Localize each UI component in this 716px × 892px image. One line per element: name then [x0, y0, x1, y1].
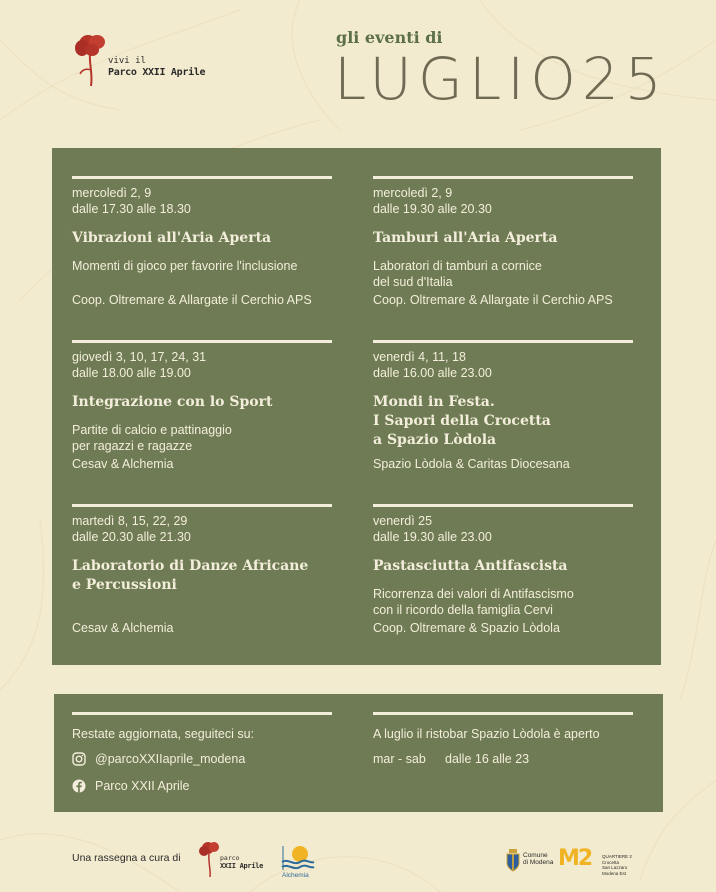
event-title: Vibrazioni all'Aria Aperta [72, 230, 272, 246]
event-title: Laboratorio di Danze Africane e Percussioni [72, 558, 309, 593]
parco-xxii-aprile-logo [72, 32, 232, 88]
quartiere-2-logo [558, 846, 638, 878]
event-description: Ricorrenza dei valori di Antifascismo con il ricordo della famiglia Cervi [373, 587, 574, 617]
event-date: venerdì 4, 11, 18 [373, 350, 466, 364]
divider [72, 712, 332, 715]
event-organizer: Coop. Oltremare & Allargate il Cerchio APS [72, 293, 312, 307]
event-time: dalle 20.30 alle 21.30 [72, 530, 191, 544]
quartiere-mark: M2 [558, 846, 592, 871]
event-description: Momenti di gioco per favorire l'inclusione [72, 259, 298, 273]
ristobar-hours: dalle 16 alle 23 [445, 752, 530, 766]
divider [72, 340, 332, 343]
ristobar-days: mar - sab [373, 752, 426, 766]
divider [72, 176, 332, 179]
event-time: dalle 16.00 alle 23.00 [373, 366, 492, 380]
ristobar-notice: A luglio il ristobar Spazio Lòdola è aperto [373, 727, 600, 741]
facebook-icon[interactable] [72, 779, 86, 793]
event-card [72, 176, 332, 316]
instagram-link[interactable]: @parcoXXIIaprile_modena [95, 752, 246, 766]
divider [72, 504, 332, 507]
brand-line-2: Parco XXII Aprile [108, 67, 206, 78]
event-organizer: Spazio Lòdola & Caritas Diocesana [373, 457, 570, 471]
event-card [373, 176, 633, 316]
event-organizer: Cesav & Alchemia [72, 621, 174, 635]
event-date: mercoledì 2, 9 [72, 186, 152, 200]
divider [373, 712, 633, 715]
event-date: venerdì 25 [373, 514, 433, 528]
parco-xxii-aprile-footer-logo [198, 840, 268, 880]
event-card [373, 340, 633, 480]
event-time: dalle 17.30 alle 18.30 [72, 202, 191, 216]
footer-park-line-2: XXII Aprile [220, 862, 264, 870]
event-description: Laboratori di tamburi a cornice del sud d'Italia [373, 259, 542, 289]
event-title: Tamburi all'Aria Aperta [373, 230, 558, 246]
brand-line-1: vivi il [108, 56, 146, 66]
divider [373, 340, 633, 343]
facebook-link[interactable]: Parco XXII Aprile [95, 779, 190, 793]
event-time: dalle 19.30 alle 20.30 [373, 202, 492, 216]
event-title: Pastasciutta Antifascista [373, 558, 568, 574]
divider [373, 176, 633, 179]
event-organizer: Coop. Oltremare & Allargate il Cerchio APS [373, 293, 613, 307]
alchemia-label: Alchemia [282, 872, 309, 879]
event-time: dalle 18.00 alle 19.00 [72, 366, 191, 380]
event-date: martedì 8, 15, 22, 29 [72, 514, 188, 528]
event-date: mercoledì 2, 9 [373, 186, 453, 200]
events-panel [52, 148, 661, 665]
event-organizer: Cesav & Alchemia [72, 457, 174, 471]
instagram-icon[interactable] [72, 752, 86, 766]
divider [373, 504, 633, 507]
comune-di-modena-logo [505, 848, 555, 876]
event-organizer: Coop. Oltremare & Spazio Lòdola [373, 621, 560, 635]
poppy-icon [72, 32, 108, 88]
event-title: Mondi in Festa. I Sapori della Crocetta a Spazio Lòdola [373, 394, 551, 448]
event-card [373, 504, 633, 644]
follow-label: Restate aggiornata, seguiteci su: [72, 727, 255, 741]
info-panel [54, 694, 663, 812]
header-eyebrow: gli eventi di [336, 28, 443, 47]
comune-label: Comune di Modena [523, 852, 554, 866]
curated-by-label: Una rassegna a cura di [72, 852, 181, 864]
event-description: Partite di calcio e pattinaggio per ragazzi e ragazze [72, 423, 232, 453]
event-date: giovedì 3, 10, 17, 24, 31 [72, 350, 207, 364]
event-card [72, 504, 332, 644]
event-card [72, 340, 332, 480]
poppy-icon [198, 840, 220, 878]
alchemia-logo [280, 842, 316, 880]
sun-waves-icon [280, 842, 316, 872]
event-time: dalle 19.30 alle 23.00 [373, 530, 492, 544]
event-title: Integrazione con lo Sport [72, 394, 273, 410]
page-title: LUGLIO25 [334, 45, 668, 113]
quartiere-label: QUARTIERE 2 Crocetta San Lazzaro Modena Est [602, 854, 632, 876]
coat-of-arms-icon [505, 848, 521, 872]
footer-park-line-1: parco [220, 854, 240, 862]
